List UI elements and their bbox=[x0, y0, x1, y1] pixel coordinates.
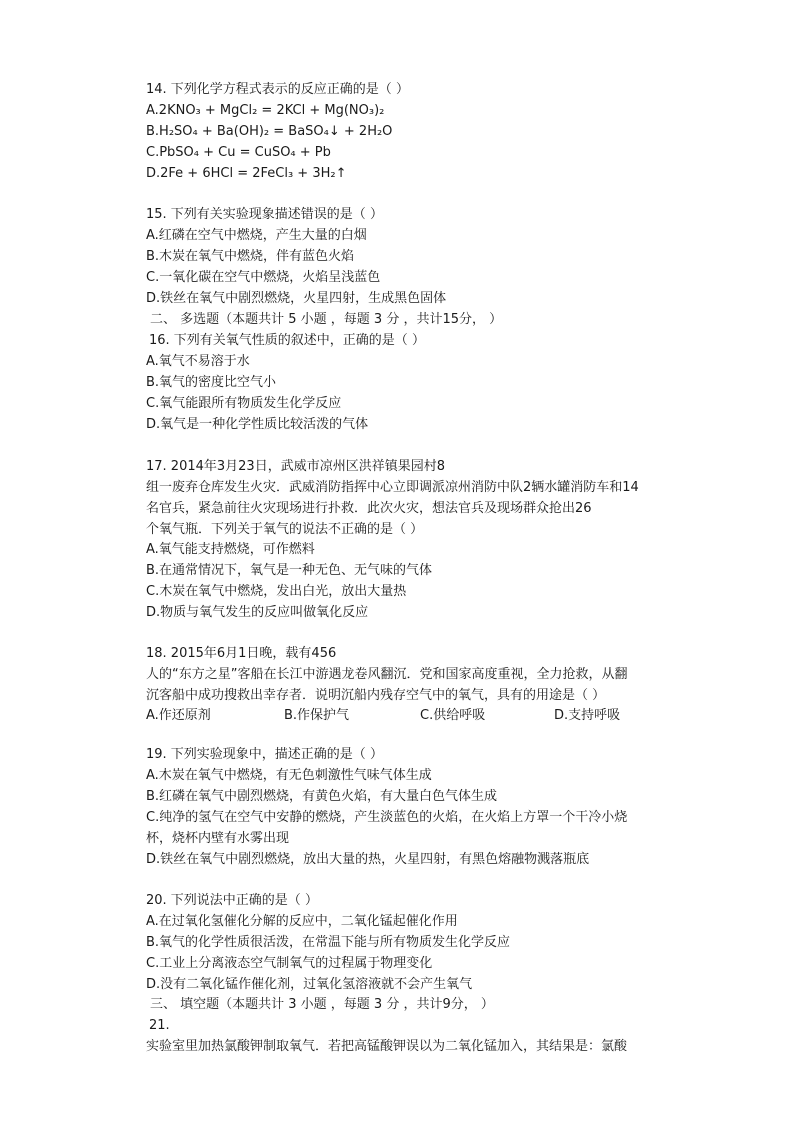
q17-option-c: C.木炭在氧气中燃烧，发出白光，放出大量热 bbox=[146, 584, 407, 599]
q18-line-3: 沉客船中成功搜救出幸存者．说明沉船内残存空气中的氧气，具有的用途是（ ） bbox=[146, 688, 606, 703]
q14-option-b: B.H₂SO₄ + Ba(OH)₂ = BaSO₄↓ + 2H₂O bbox=[146, 124, 393, 139]
section-heading-fill-in: 三、 填空题（本题共计 3 小题 ，每题 3 分 ，共计9分， ） bbox=[150, 997, 494, 1012]
q16-stem: 16. 下列有关氧气性质的叙述中，正确的是（ ） bbox=[149, 333, 425, 348]
q18-option-d: D.支持呼吸 bbox=[554, 708, 621, 723]
q15-option-b: B.木炭在氧气中燃烧，伴有蓝色火焰 bbox=[146, 249, 355, 264]
q19-option-c-line-1: C.纯净的氢气在空气中安静的燃烧，产生淡蓝色的火焰，在火焰上方罩一个干冷小烧 bbox=[146, 810, 628, 825]
q16-option-d: D.氧气是一种化学性质比较活泼的气体 bbox=[146, 417, 369, 432]
q18-line-2: 人的“东方之星”客船在长江中游遇龙卷风翻沉．党和国家高度重视，全力抢救，从翻 bbox=[146, 667, 628, 682]
q18-line-1: 18. 2015年6月1日晚，载有456 bbox=[146, 646, 337, 661]
q19-option-a: A.木炭在氧气中燃烧，有无色刺激性气味气体生成 bbox=[146, 768, 432, 783]
q18-option-a: A.作还原剂 bbox=[146, 708, 211, 723]
q14-option-d: D.2Fe + 6HCl = 2FeCl₃ + 3H₂↑ bbox=[146, 166, 347, 181]
q21-number: 21. bbox=[149, 1018, 170, 1033]
q19-option-b: B.红磷在氧气中剧烈燃烧，有黄色火焰，有大量白色气体生成 bbox=[146, 789, 498, 804]
q20-stem: 20. 下列说法中正确的是（ ） bbox=[146, 893, 318, 908]
q17-option-d: D.物质与氧气发生的反应叫做氧化反应 bbox=[146, 605, 369, 620]
q14-option-a: A.2KNO₃ + MgCl₂ = 2KCl + Mg(NO₃)₂ bbox=[146, 103, 385, 118]
q19-option-d: D.铁丝在氧气中剧烈燃烧，放出大量的热，火星四射，有黑色熔融物溅落瓶底 bbox=[146, 852, 590, 867]
q17-line-4: 个氧气瓶．下列关于氧气的说法不正确的是（ ） bbox=[146, 522, 424, 537]
q17-line-3: 名官兵，紧急前往火灾现场进行扑救．此次火灾，想法官兵及现场群众抢出26 bbox=[146, 501, 592, 516]
q17-line-2: 组一废弃仓库发生火灾．武威消防指挥中心立即调派凉州消防中队2辆水罐消防车和14 bbox=[146, 480, 639, 495]
q15-option-c: C.一氧化碳在空气中燃烧，火焰呈浅蓝色 bbox=[146, 270, 381, 285]
q20-option-c: C.工业上分离液态空气制氧气的过程属于物理变化 bbox=[146, 956, 433, 971]
q17-line-1: 17. 2014年3月23日，武威市凉州区洪祥镇果园村8 bbox=[146, 459, 445, 474]
q21-line-1: 实验室里加热氯酸钾制取氧气．若把高锰酸钾误以为二氧化锰加入，其结果是：氯酸 bbox=[146, 1039, 628, 1054]
q20-option-d: D.没有二氧化锰作催化剂，过氧化氢溶液就不会产生氧气 bbox=[146, 977, 473, 992]
q18-option-b: B.作保护气 bbox=[284, 708, 350, 723]
q14-option-c: C.PbSO₄ + Cu = CuSO₄ + Pb bbox=[146, 145, 331, 160]
q17-option-b: B.在通常情况下，氧气是一种无色、无气味的气体 bbox=[146, 563, 433, 578]
q15-option-d: D.铁丝在氧气中剧烈燃烧，火星四射，生成黑色固体 bbox=[146, 291, 447, 306]
q16-option-a: A.氧气不易溶于水 bbox=[146, 354, 250, 369]
q16-option-c: C.氧气能跟所有物质发生化学反应 bbox=[146, 396, 342, 411]
q15-stem: 15. 下列有关实验现象描述错误的是（ ） bbox=[146, 207, 383, 222]
q20-option-b: B.氧气的化学性质很活泼，在常温下能与所有物质发生化学反应 bbox=[146, 935, 511, 950]
q19-stem: 19. 下列实验现象中，描述正确的是（ ） bbox=[146, 747, 383, 762]
q17-option-a: A.氧气能支持燃烧，可作燃料 bbox=[146, 542, 315, 557]
section-heading-multiple-choice: 二、 多选题（本题共计 5 小题 ，每题 3 分 ，共计15分， ） bbox=[150, 312, 503, 327]
q19-option-c-line-2: 杯，烧杯内壁有水雾出现 bbox=[146, 831, 290, 846]
q16-option-b: B.氧气的密度比空气小 bbox=[146, 375, 277, 390]
q18-option-c: C.供给呼吸 bbox=[420, 708, 486, 723]
q20-option-a: A.在过氧化氢催化分解的反应中，二氧化锰起催化作用 bbox=[146, 914, 458, 929]
q15-option-a: A.红磷在空气中燃烧，产生大量的白烟 bbox=[146, 228, 367, 243]
q14-stem: 14. 下列化学方程式表示的反应正确的是（ ） bbox=[146, 82, 409, 97]
